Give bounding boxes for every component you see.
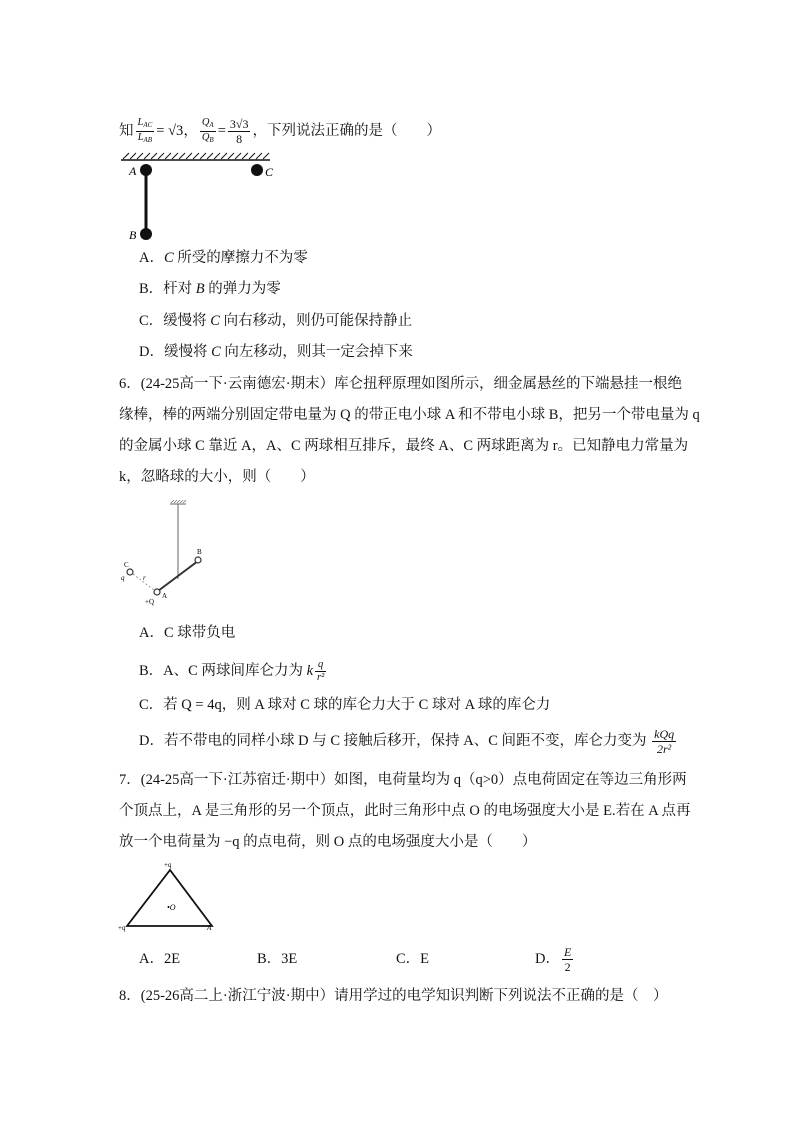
- ratio-q-fraction: $\frac{Q_A}{Q_B}$: [201, 117, 214, 145]
- q7-stem-line-2: 个顶点上，A 是三角形的另一个顶点，此时三角形中点 O 的电场强度大小是 E.若在 A 点再: [119, 803, 691, 819]
- q5-figure-rod-ceiling: [118, 150, 278, 245]
- svg-text:B: B: [197, 548, 202, 556]
- q6-stem-line-4: k，忽略球的大小，则（ ）: [119, 469, 315, 485]
- q5-stem-prefix: 知: [119, 123, 134, 139]
- half-e-fraction: $\frac{E}{2}$: [563, 945, 572, 975]
- ball-b: [195, 557, 201, 563]
- q6-figure-torsion-balance: [116, 500, 216, 608]
- q6-stem-line-2: 缘棒，棒的两端分别固定带电量为 Q 的带正电小球 A 和不带电小球 B，把另一个带电量为 q: [119, 407, 700, 423]
- q5-option-a[interactable]: A．C 所受的摩擦力不为零: [139, 250, 308, 266]
- ball-a: [154, 589, 160, 595]
- q6-stem-line-1: 6．(24-25高一下·云南德宏·期末）库仑扭秤原理如图所示，细金属悬丝的下端悬挂一根绝: [119, 376, 683, 392]
- label-c: C: [265, 165, 274, 179]
- q6-option-d[interactable]: D．若不带电的同样小球 D 与 C 接触后移开，保持 A、C 间距不变，库仑力变为 $\frac{\text{kQq}}{\text{2r²}}$: [139, 727, 675, 757]
- svg-text:+Q: +Q: [145, 598, 155, 606]
- q6-option-a[interactable]: A．C 球带负电: [139, 625, 236, 641]
- q7-stem-line-3: 放一个电荷量为 −q 的点电荷，则 O 点的电场强度大小是（ ）: [119, 834, 537, 850]
- q7-option-a[interactable]: A．2E: [139, 951, 181, 967]
- q7-option-c[interactable]: C．E: [396, 951, 430, 967]
- q6-stem-line-3: 的金属小球 C 靠近 A，A、C 两球相互排斥，最终 A、C 两球距离为 r。已知静电力常量为: [119, 438, 689, 454]
- q7-option-b[interactable]: B．3E: [257, 951, 298, 967]
- svg-text:C: C: [124, 561, 129, 569]
- q5-option-b[interactable]: B．杆对 B 的弹力为零: [139, 281, 281, 297]
- q8-stem: 8．(25-26高二上·浙江宁波·期中）请用学过的电学知识判断下列说法不正确的是（ ）: [119, 988, 668, 1004]
- svg-text:q: q: [121, 574, 125, 582]
- ratio-l-fraction: $\frac{L_{AC}}{L_{AB}}$: [137, 117, 153, 145]
- label-a: A: [129, 164, 137, 178]
- q6-option-c[interactable]: C．若 Q = 4q，则 A 球对 C 球的库仑力大于 C 球对 A 球的库仑力: [139, 697, 551, 713]
- ball-c: [127, 569, 133, 575]
- q7-option-d[interactable]: D． $\frac{E}{2}$: [535, 945, 572, 975]
- ratio-value-fraction: $\frac{3√3}{8}$: [229, 117, 249, 147]
- ball-b: [140, 228, 152, 240]
- q5-eq1: = √3: [156, 123, 184, 139]
- coulomb-fraction: $\frac{q}{\text{r²}}$: [317, 659, 325, 684]
- label-b: B: [129, 228, 137, 242]
- new-force-fraction: $\frac{\text{kQq}}{\text{2r²}}$: [654, 727, 675, 757]
- label-top-charge: +q: [164, 861, 172, 869]
- svg-text:r: r: [143, 574, 146, 582]
- q6-option-b[interactable]: B．A、C 两球间库仑力为 k $\frac{q}{\text{r²}}$: [139, 659, 325, 684]
- q7-stem-line-1: 7．(24-25高一下·江苏宿迁·期中）如图，电荷量均为 q（q>0）点电荷固定在等边三角形两: [119, 772, 687, 788]
- q5-stem: 知 $\frac{L_{AC}}{L_{AB}}$ = √3， $\frac{Q_A}{Q_B}$ = $\frac{3√3}{8}$ ，下列说法正确的是（ ）: [119, 117, 441, 147]
- ball-c: [251, 164, 263, 176]
- ball-a: [140, 164, 152, 176]
- q7-figure-triangle: [118, 858, 228, 936]
- q5-stem-suffix: ，下列说法正确的是（ ）: [252, 123, 441, 139]
- label-a: A: [207, 924, 212, 932]
- label-center-o: •O: [167, 903, 176, 912]
- svg-text:A: A: [162, 592, 168, 600]
- equilateral-triangle: [127, 870, 212, 926]
- q5-option-d[interactable]: D．缓慢将 C 向左移动，则其一定会掉下来: [139, 344, 413, 360]
- q5-option-c[interactable]: C．缓慢将 C 向右移动，则仍可能保持静止: [139, 313, 413, 329]
- label-left-charge: +q: [118, 924, 126, 932]
